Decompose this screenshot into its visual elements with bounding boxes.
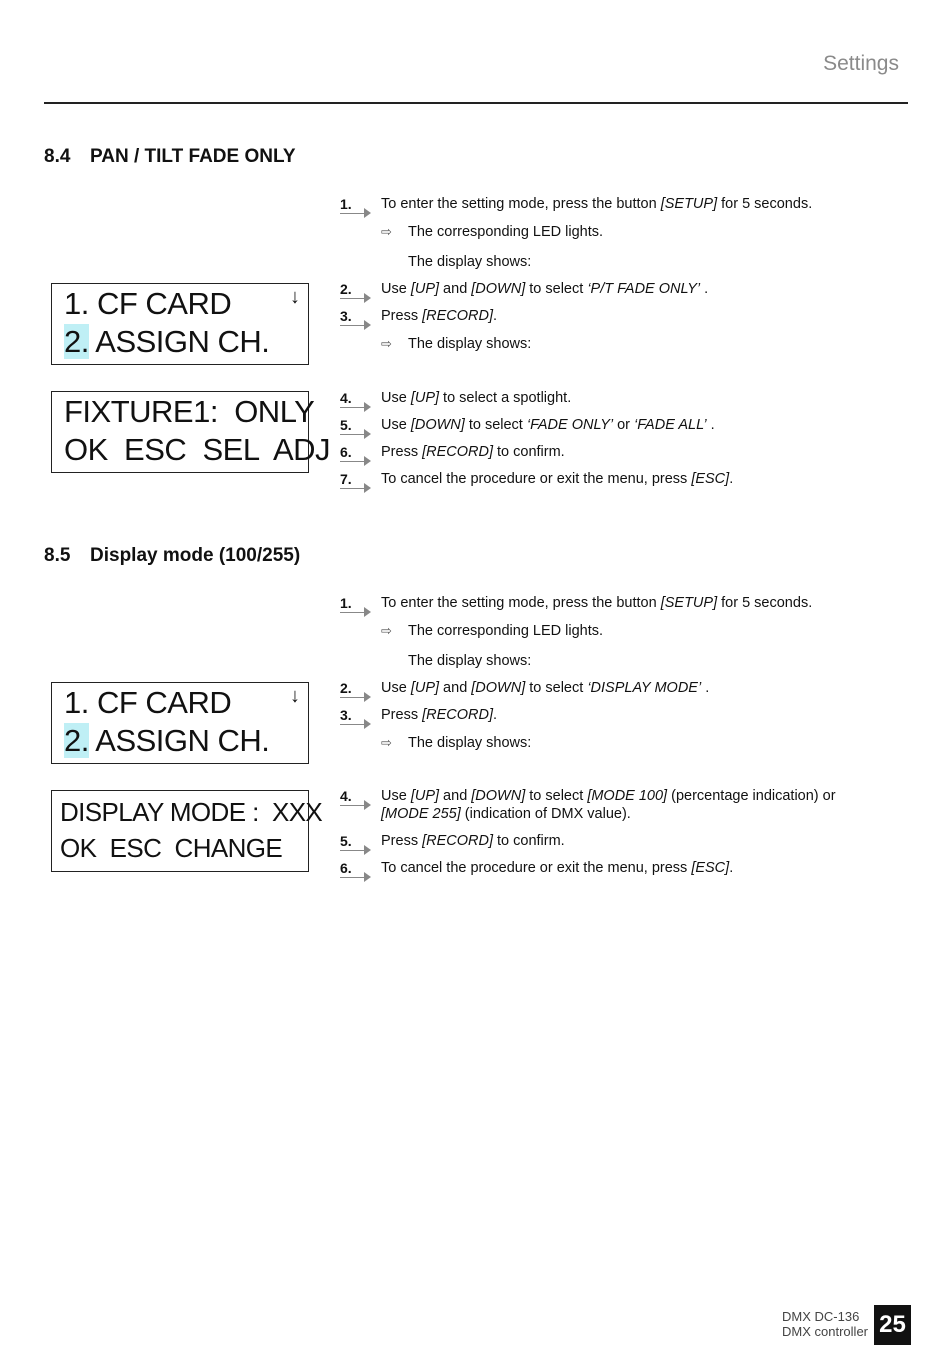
step-arrow-icon [364, 429, 371, 439]
result-arrow-icon: ⇨ [381, 623, 392, 638]
lcd-line-2: 2. ASSIGN CH. [64, 324, 270, 359]
step-number: 6. [340, 859, 374, 877]
lcd-display-menu [51, 283, 309, 365]
step-number: 4. [340, 389, 374, 407]
step-text: To enter the setting mode, press the button [SETUP] for 5 seconds. [381, 595, 813, 611]
lcd-display-fixture [51, 391, 331, 473]
step-number: 3. [340, 706, 374, 724]
page-number-badge: 25 [874, 1305, 911, 1345]
step-arrow-icon [364, 800, 371, 810]
step-number: 1. [340, 195, 374, 213]
scroll-down-arrow-icon: ↓ [290, 286, 300, 308]
section-heading-8-4 [44, 146, 296, 168]
step-text: To cancel the procedure or exit the menu, press [ESC]. [381, 471, 734, 487]
lcd-line-1: 1. CF CARD [64, 685, 232, 720]
lcd-line-1: DISPLAY MODE : XXX [60, 797, 323, 827]
lcd-line-1: 1. CF CARD [64, 286, 232, 321]
step-arrow-icon [364, 607, 371, 617]
step-text: To cancel the procedure or exit the menu, press [ESC]. [381, 860, 734, 876]
result-arrow-icon: ⇨ [381, 336, 392, 351]
step-arrow-icon [364, 320, 371, 330]
footer-product: DMX controller [782, 1324, 868, 1339]
section-title: PAN / TILT FADE ONLY [90, 146, 296, 167]
step-arrow-icon [364, 456, 371, 466]
page-header-title: Settings [823, 52, 899, 75]
lcd-highlight: 2. [64, 723, 89, 758]
lcd-line-1: FIXTURE1: ONLY [64, 394, 315, 429]
step-number: 5. [340, 416, 374, 434]
step-text: Use [UP] and [DOWN] to select ‘DISPLAY MODE’ . [381, 680, 710, 696]
step-text: Use [UP] and [DOWN] to select [MODE 100] (percentage indication) or [MODE 255] (indication of DMX value). [381, 788, 836, 822]
lcd-line-2: OK ESC CHANGE [60, 833, 283, 863]
footer-model: DMX DC-136 [782, 1309, 860, 1324]
step-text: Use [DOWN] to select ‘FADE ONLY’ or ‘FADE ALL’ . [381, 417, 715, 433]
step-number: 4. [340, 787, 374, 805]
step-number: 6. [340, 443, 374, 461]
step-number: 2. [340, 280, 374, 298]
step-arrow-icon [364, 483, 371, 493]
lcd-line-2: OK ESC SEL ADJ [64, 432, 331, 467]
step-text: To enter the setting mode, press the button [SETUP] for 5 seconds. [381, 196, 813, 212]
step-text: Press [RECORD]. [381, 707, 498, 723]
step-text: Press [RECORD] to confirm. [381, 833, 565, 849]
step-number: 3. [340, 307, 374, 325]
section-title: Display mode (100/255) [90, 545, 301, 566]
header-divider [44, 102, 908, 104]
step-arrow-icon [364, 293, 371, 303]
step-arrow-icon [364, 208, 371, 218]
step-number: 2. [340, 679, 374, 697]
section-number: 8.4 [44, 146, 71, 167]
step-arrow-icon [364, 692, 371, 702]
step-number: 1. [340, 594, 374, 612]
step-number: 5. [340, 832, 374, 850]
lcd-line-2: 2. ASSIGN CH. [64, 723, 270, 758]
lcd-line-1-prefix: 1. [64, 286, 89, 321]
step-text: Use [UP] and [DOWN] to select ‘P/T FADE ONLY’ . [381, 281, 709, 297]
lcd-line-1-prefix: 1. [64, 685, 89, 720]
lcd-display-menu [51, 682, 309, 764]
step-number: 7. [340, 470, 374, 488]
step-arrow-icon [364, 845, 371, 855]
result-arrow-icon: ⇨ [381, 224, 392, 239]
lcd-display-mode [51, 790, 323, 872]
step-arrow-icon [364, 719, 371, 729]
section-number: 8.5 [44, 545, 71, 566]
step-text: Press [RECORD] to confirm. [381, 444, 565, 460]
footer-model-info [782, 1309, 868, 1339]
step-arrow-icon [364, 872, 371, 882]
section-heading-8-5 [44, 545, 300, 567]
scroll-down-arrow-icon: ↓ [290, 685, 300, 707]
result-arrow-icon: ⇨ [381, 735, 392, 750]
step-arrow-icon [364, 402, 371, 412]
step-text: Press [RECORD]. [381, 308, 498, 324]
step-text: Use [UP] to select a spotlight. [381, 390, 572, 406]
lcd-highlight: 2. [64, 324, 89, 359]
